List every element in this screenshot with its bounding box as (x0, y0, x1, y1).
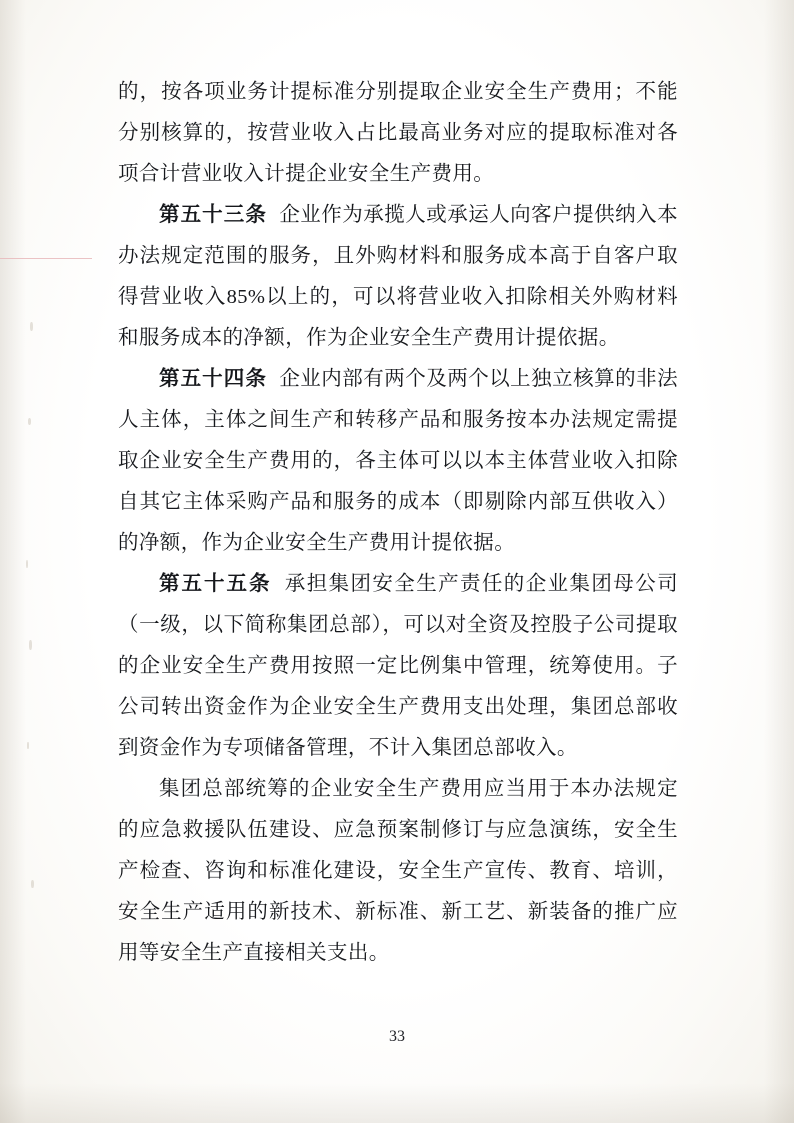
scan-speck (28, 418, 31, 425)
article-55 (118, 564, 678, 769)
scan-speck (29, 640, 32, 650)
paragraph-text: 集团总部统筹的企业安全生产费用应当用于本办法规定的应急救援队伍建设、应急预案制修订与应急演练，安全生产检查、咨询和标准化建设，安全生产宣传、教育、培训，安全生产适用的新技术、新标准、新工艺、新装备的推广应用等安全生产直接相关支出。 (118, 778, 678, 964)
paragraph-text: 的，按各项业务计提标准分别提取企业安全生产费用；不能分别核算的，按营业收入占比最高业务对应的提取标准对各项合计营业收入计提企业安全生产费用。 (118, 81, 678, 185)
scan-speck (26, 560, 28, 568)
scan-artifact-line (0, 258, 92, 259)
paragraph-group-usage (118, 769, 678, 974)
page-number: 33 (389, 1028, 405, 1045)
scan-speck (30, 322, 33, 331)
paragraph-text: 企业作为承揽人或承运人向客户提供纳入本办法规定范围的服务，且外购材料和服务成本高于自客户取得营业收入85%以上的，可以将营业收入扣除相关外购材料和服务成本的净额，作为企业安全生产费用计提依据。 (118, 204, 678, 349)
paragraph-text: 企业内部有两个及两个以上独立核算的非法人主体，主体之间生产和转移产品和服务按本办法规定需提取企业安全生产费用的，各主体可以以本主体营业收入扣除自其它主体采购产品和服务的成本（即剔除内部互供收入）的净额，作为企业安全生产费用计提依据。 (118, 368, 678, 554)
scan-speck (31, 880, 34, 888)
page-edge-shadow-right (764, 0, 794, 1123)
document-body (118, 72, 678, 974)
article-label: 第五十三条 (159, 204, 267, 226)
article-54 (118, 359, 678, 564)
page-edge-shadow-left (0, 0, 26, 1123)
article-53 (118, 195, 678, 359)
page-edge-shadow-bottom (0, 1083, 794, 1123)
article-label: 第五十五条 (159, 573, 272, 595)
paragraph-continued (118, 72, 678, 195)
article-label: 第五十四条 (159, 368, 267, 390)
scan-speck (27, 742, 29, 749)
paragraph-text: 承担集团安全生产责任的企业集团母公司（一级，以下简称集团总部），可以对全资及控股子公司提取的企业安全生产费用按照一定比例集中管理，统筹使用。子公司转出资金作为企业安全生产费用支出处理，集团总部收到资金作为专项储备管理，不计入集团总部收入。 (118, 573, 678, 759)
